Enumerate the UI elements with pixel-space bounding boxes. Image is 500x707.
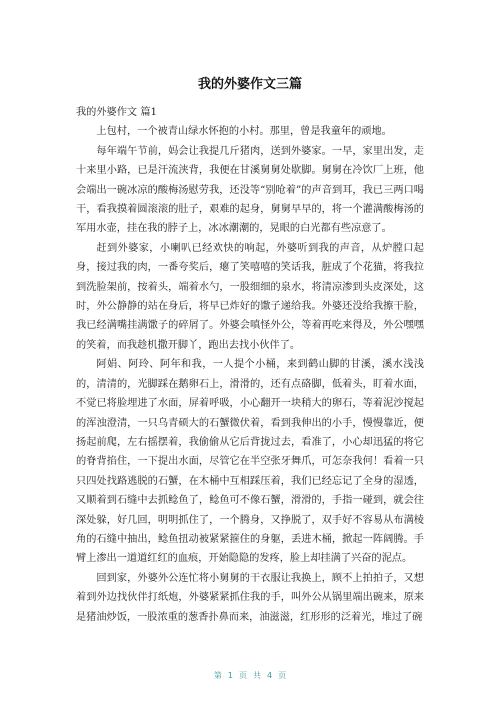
paragraph-2: 每年端午节前，妈会让我提几斤猪肉，送到外婆家。一早，家里出发，走十来里小路，已是汗流浃背，我便在甘溪舅舅处歇脚。舅舅在冷饮厂上班，他会端出一碗冰凉的酸梅汤慰劳我，还没等“别呛着”的声音到耳，我已三两口喝干，看我摸着圆滚滚的肚子，艰难的起身，舅舅早早的，将一个灌满酸梅汤的军用水壶，挂在我的脖子上，冰冰潮潮的，晃眼的白光都有些凉意了。 bbox=[76, 145, 424, 235]
document-body bbox=[76, 103, 424, 627]
footer-label-unit: 页 bbox=[239, 671, 247, 680]
footer-total-pages: 4 bbox=[267, 671, 273, 680]
paragraph-3: 赶到外婆家，小喇叭已经欢快的响起，外婆听到我的声音，从炉膛口起身，接过我的肉，一番夸奖后，瘪了笑嘻嘻的笑话我，脏成了个花猫，将我拉到洗脸架前，按着头，端着水勺，一股细细的泉水，将清凉渗到头皮深处，这时，外公静静的站在身后，将早已炸好的馓子递给我。外婆还没给我擦干脸，我已经满嘴挂满馓子的碎屑了。外婆会嗔怪外公，等着再吃来得及，外公嘿嘿的笑着，而我趁机撒开脚丫，跑出去找小伙伴了。 bbox=[76, 242, 424, 351]
page-footer bbox=[0, 671, 500, 681]
footer-label-total: 共 bbox=[253, 671, 261, 680]
footer-label-page: 第 bbox=[213, 671, 222, 680]
footer-current-page: 1 bbox=[227, 671, 233, 680]
paragraph-4: 阿娟、阿玲、阿年和我，一人提个小桶，来到鹤山脚的甘溪，溪水浅浅的，清清的，光脚踩在鹅卵石上，滑滑的，还有点硌脚，低着头，盯着水面，不觉已将脸埋进了水面，屏着呼吸，小心翻开一块稍大的卵石，等着泥沙搅起的浑浊澄清，一只乌青硕大的石蟹微伏着，看到我伸出的小手，慢慢靠近，便扬起前爬，左右摇摆着，我偷偷从它后背拢过去，看准了，小心却迅猛的将它的脊背掐住，一下提出水面，尽管它在半空张牙舞爪，可怎奈我何！看着一只只四处找路逃脱的石蟹，在木桶中互相踩压着，我们已经忘记了全身的湿透，又顺着到石缝中去抓鲶鱼了，鲶鱼可不像石蟹，滑滑的，手指一碰到，就会往深处躲，好几回，明明抓住了，一个腾身，又挣脱了，双手好不容易从布满棱角的石缝中抽出，鲶鱼扭动被紧紧箍住的身躯，丢进木桶，掀起一阵阔腾。手臂上渗出一道道红红的血痕，开始隐隐的发疼，脸上却挂满了兴奋的泥点。 bbox=[76, 359, 424, 565]
paragraph-5: 回到家，外婆外公连忙将小舅舅的干衣服让我换上，顾不上拍拍子，又想着到外边找伙伴打纸炮，外婆紧紧抓住我的手，叫外公从锅里端出碗来，原来是猪油炒饭，一股浓重的葱香扑鼻而来，油滋滋，红形形的泛着光，堆过了碗 bbox=[76, 572, 424, 623]
paragraph-1: 上包村，一个被青山绿水怀抱的小村。那里，曾是我童年的顽地。 bbox=[96, 126, 392, 138]
footer-label-unit2: 页 bbox=[278, 671, 287, 680]
section-heading: 我的外婆作文 篇1 bbox=[76, 107, 158, 118]
document-title: 我的外婆作文三篇 bbox=[197, 77, 302, 92]
